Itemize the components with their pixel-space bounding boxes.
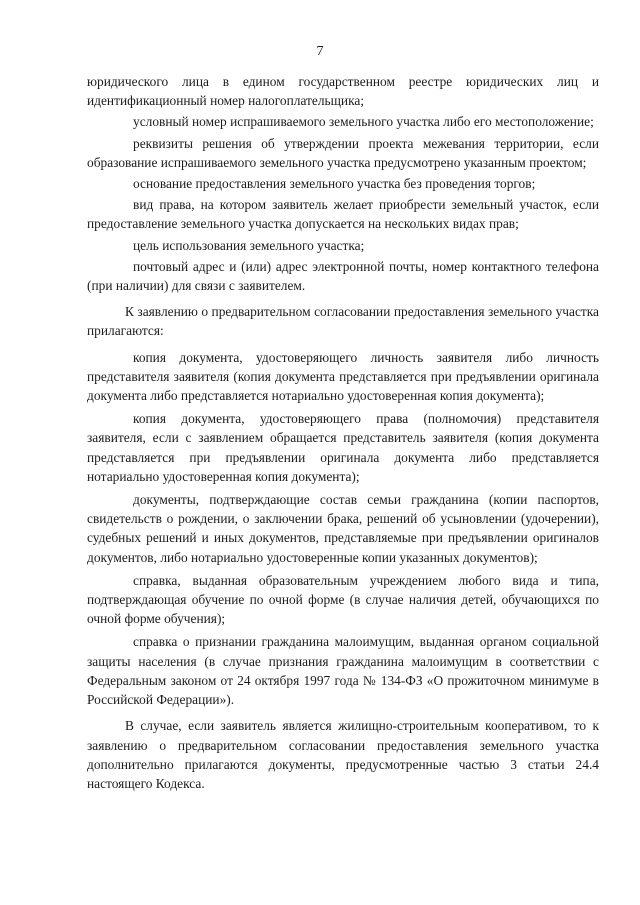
- paragraph-applicant-id-copy: копия документа, удостоверяющего личность заявителя либо личность представителя заявителя (копия документа представляется при предъявлении оригинала документа либо представляется нотариально удостоверенная копия документа);: [87, 349, 599, 404]
- page-number: 7: [316, 44, 324, 59]
- paragraph-contact-address: почтовый адрес и (или) адрес электронной почты, номер контактного телефона (при наличии) для связи с заявителем.: [87, 258, 599, 294]
- paragraph-representative-authority-copy: копия документа, удостоверяющего права (полномочия) представителя заявителя, если с заявлением обращается представитель заявителя (копия документа представляется при предъявлении оригинала документа либо представляется нотариально удостоверенная копия документа);: [87, 411, 599, 484]
- paragraph-land-plot-number: условный номер испрашиваемого земельного участка либо его местоположение;: [133, 114, 594, 130]
- paragraph-grant-basis: основание предоставления земельного участка без проведения торгов;: [133, 176, 536, 192]
- paragraph-attachments-intro: К заявлению о предварительном согласовании предоставления земельного участка прилагаются:: [87, 304, 599, 339]
- paragraph-legal-entity-registry: юридического лица в едином государственном реестре юридических лиц и идентификационный номер налогоплательщика;: [87, 74, 599, 109]
- paragraph-family-composition-documents: документы, подтверждающие состав семьи гражданина (копии паспортов, свидетельств о рождении, о заключении брака, решений об усыновлении (удочерении), судебных решений и иных документов, представляемые при предъявлении оригиналов документов, либо нотариально удостоверенные копии указанных документов);: [87, 492, 599, 565]
- paragraph-survey-project-details: реквизиты решения об утверждении проекта межевания территории, если образование испрашиваемого земельного участка предусмотрено указанным проектом;: [87, 135, 599, 170]
- paragraph-low-income-certificate: справка о признании гражданина малоимущим, выданная органом социальной защиты населения (в случае признания гражданина малоимущим в соответствии с Федеральным законом от 24 октября 1997 года № 134-ФЗ «О прожиточном минимуме в Российской Федерации»).: [87, 634, 599, 708]
- paragraph-purpose-of-use: цель использования земельного участка;: [133, 237, 365, 253]
- paragraph-education-certificate: справка, выданная образовательным учреждением любого вида и типа, подтверждающая обучение по очной форме (в случае наличия детей, обучающихся по очной форме обучения);: [87, 572, 599, 627]
- document-body: [87, 72, 599, 793]
- paragraph-type-of-right: вид права, на котором заявитель желает приобрести земельный участок, если предоставление земельного участка допускается на нескольких видах прав;: [87, 197, 599, 232]
- paragraph-housing-cooperative: В случае, если заявитель является жилищно-строительным кооперативом, то к заявлению о предварительном согласовании предоставления земельного участка дополнительно прилагаются документы, предусмотренные частью 3 статьи 24.4 настоящего Кодекса.: [87, 718, 599, 791]
